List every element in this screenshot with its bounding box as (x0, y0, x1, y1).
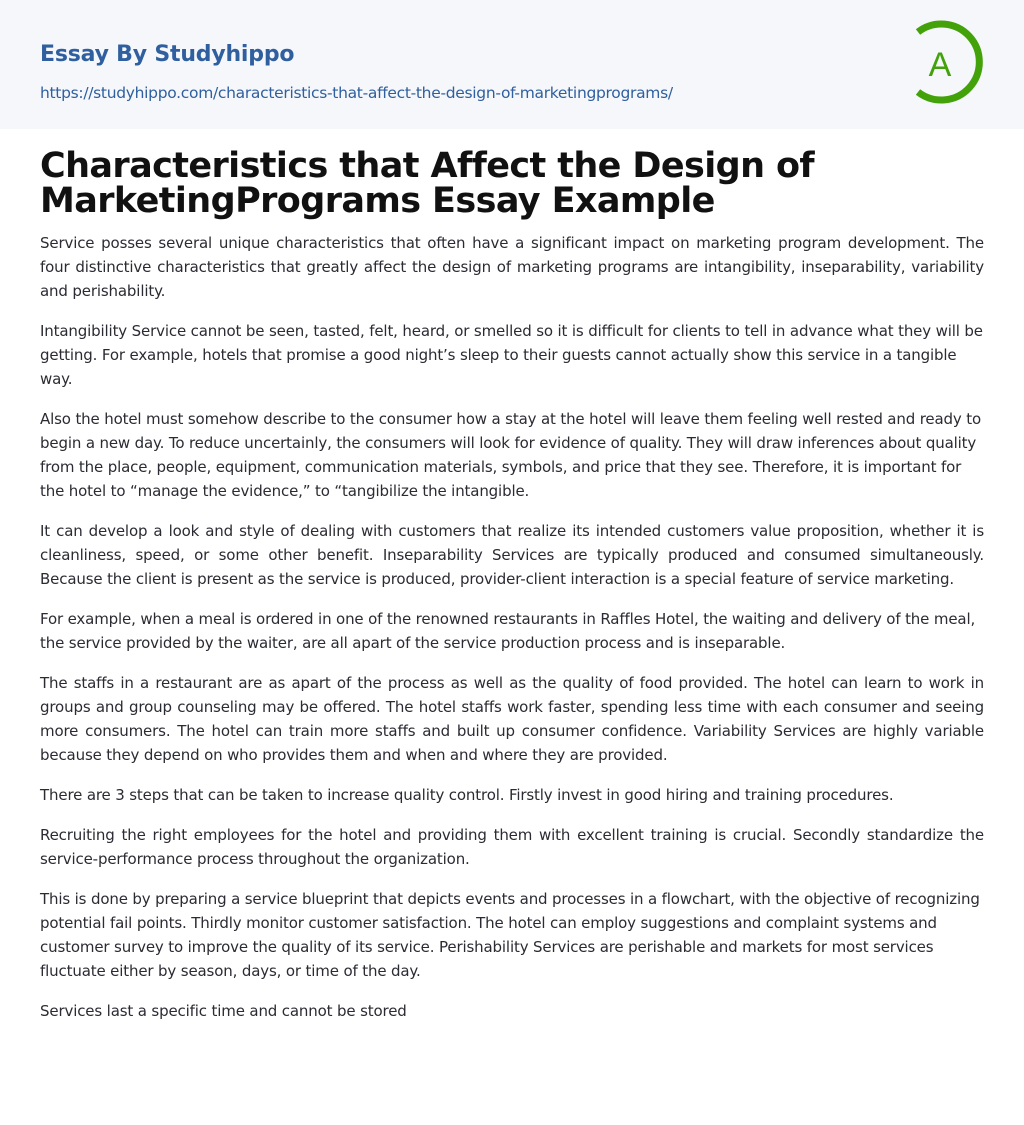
paragraph: Recruiting the right employees for the hotel and providing them with excellent training is crucial. Secondly standardize the service-performance process throughout the organization. (40, 826, 984, 868)
article (0, 146, 1024, 1023)
paragraph: This is done by preparing a service blueprint that depicts events and processes in a flowchart, with the objective of recognizing potential fail points. Thirdly monitor customer satisfaction. The hotel can employ suggestions and complaint systems and customer survey to improve the quality of its service. Perishability Services are perishable and markets for most services fluctuate either by season, days, or time of the day. (40, 890, 980, 980)
paragraph: The staffs in a restaurant are as apart of the process as well as the quality of food provided. The hotel can learn to work in groups and group counseling may be offered. The hotel staffs work faster, spending less time with each consumer and seeing more consumers. The hotel can train more staffs and built up consumer confidence. Variability Services are highly variable because they depend on who provides them and when and where they are provided. (40, 674, 984, 764)
studyhippo-logo-icon[interactable] (908, 18, 988, 106)
paragraph: It can develop a look and style of dealing with customers that realize its intended customers value proposition, whether it is cleanliness, speed, or some other benefit. Inseparability Services are typically produced and consumed simultaneously. Because the client is present as the service is produced, provider-client interaction is a special feature of service marketing. (40, 522, 984, 588)
paragraph: Intangibility Service cannot be seen, tasted, felt, heard, or smelled so it is difficult for clients to tell in advance what they will be getting. For example, hotels that promise a good night’s sleep to their guests cannot actually show this service in a tangible way. (40, 322, 983, 388)
paragraph: For example, when a meal is ordered in one of the renowned restaurants in Raffles Hotel, the waiting and delivery of the meal, the service provided by the waiter, are all apart of the service production process and is inseparable. (40, 610, 976, 652)
svg-text:A: A (928, 46, 952, 84)
paragraph: Service posses several unique characteristics that often have a significant impact on marketing program development. The four distinctive characteristics that greatly affect the design of marketing programs are intangibility, inseparability, variability and perishability. (40, 234, 984, 300)
brand-title: Essay By Studyhippo (40, 42, 295, 67)
paragraph: Services last a specific time and cannot be stored (40, 1002, 407, 1020)
source-url-link[interactable]: https://studyhippo.com/characteristics-that-affect-the-design-of-marketingprograms/ (40, 84, 673, 102)
site-header (0, 0, 1024, 129)
paragraph: Also the hotel must somehow describe to the consumer how a stay at the hotel will leave them feeling well rested and ready to begin a new day. To reduce uncertainly, the consumers will look for evidence of quality. They will draw inferences about quality from the place, people, equipment, communication materials, symbols, and price that they see. Therefore, it is important for the hotel to “manage the evidence,” to “tangibilize the intangible. (40, 410, 981, 500)
paragraph: There are 3 steps that can be taken to increase quality control. Firstly invest in good hiring and training procedures. (40, 786, 894, 804)
page-title: Characteristics that Affect the Design of MarketingPrograms Essay Example (40, 146, 815, 221)
